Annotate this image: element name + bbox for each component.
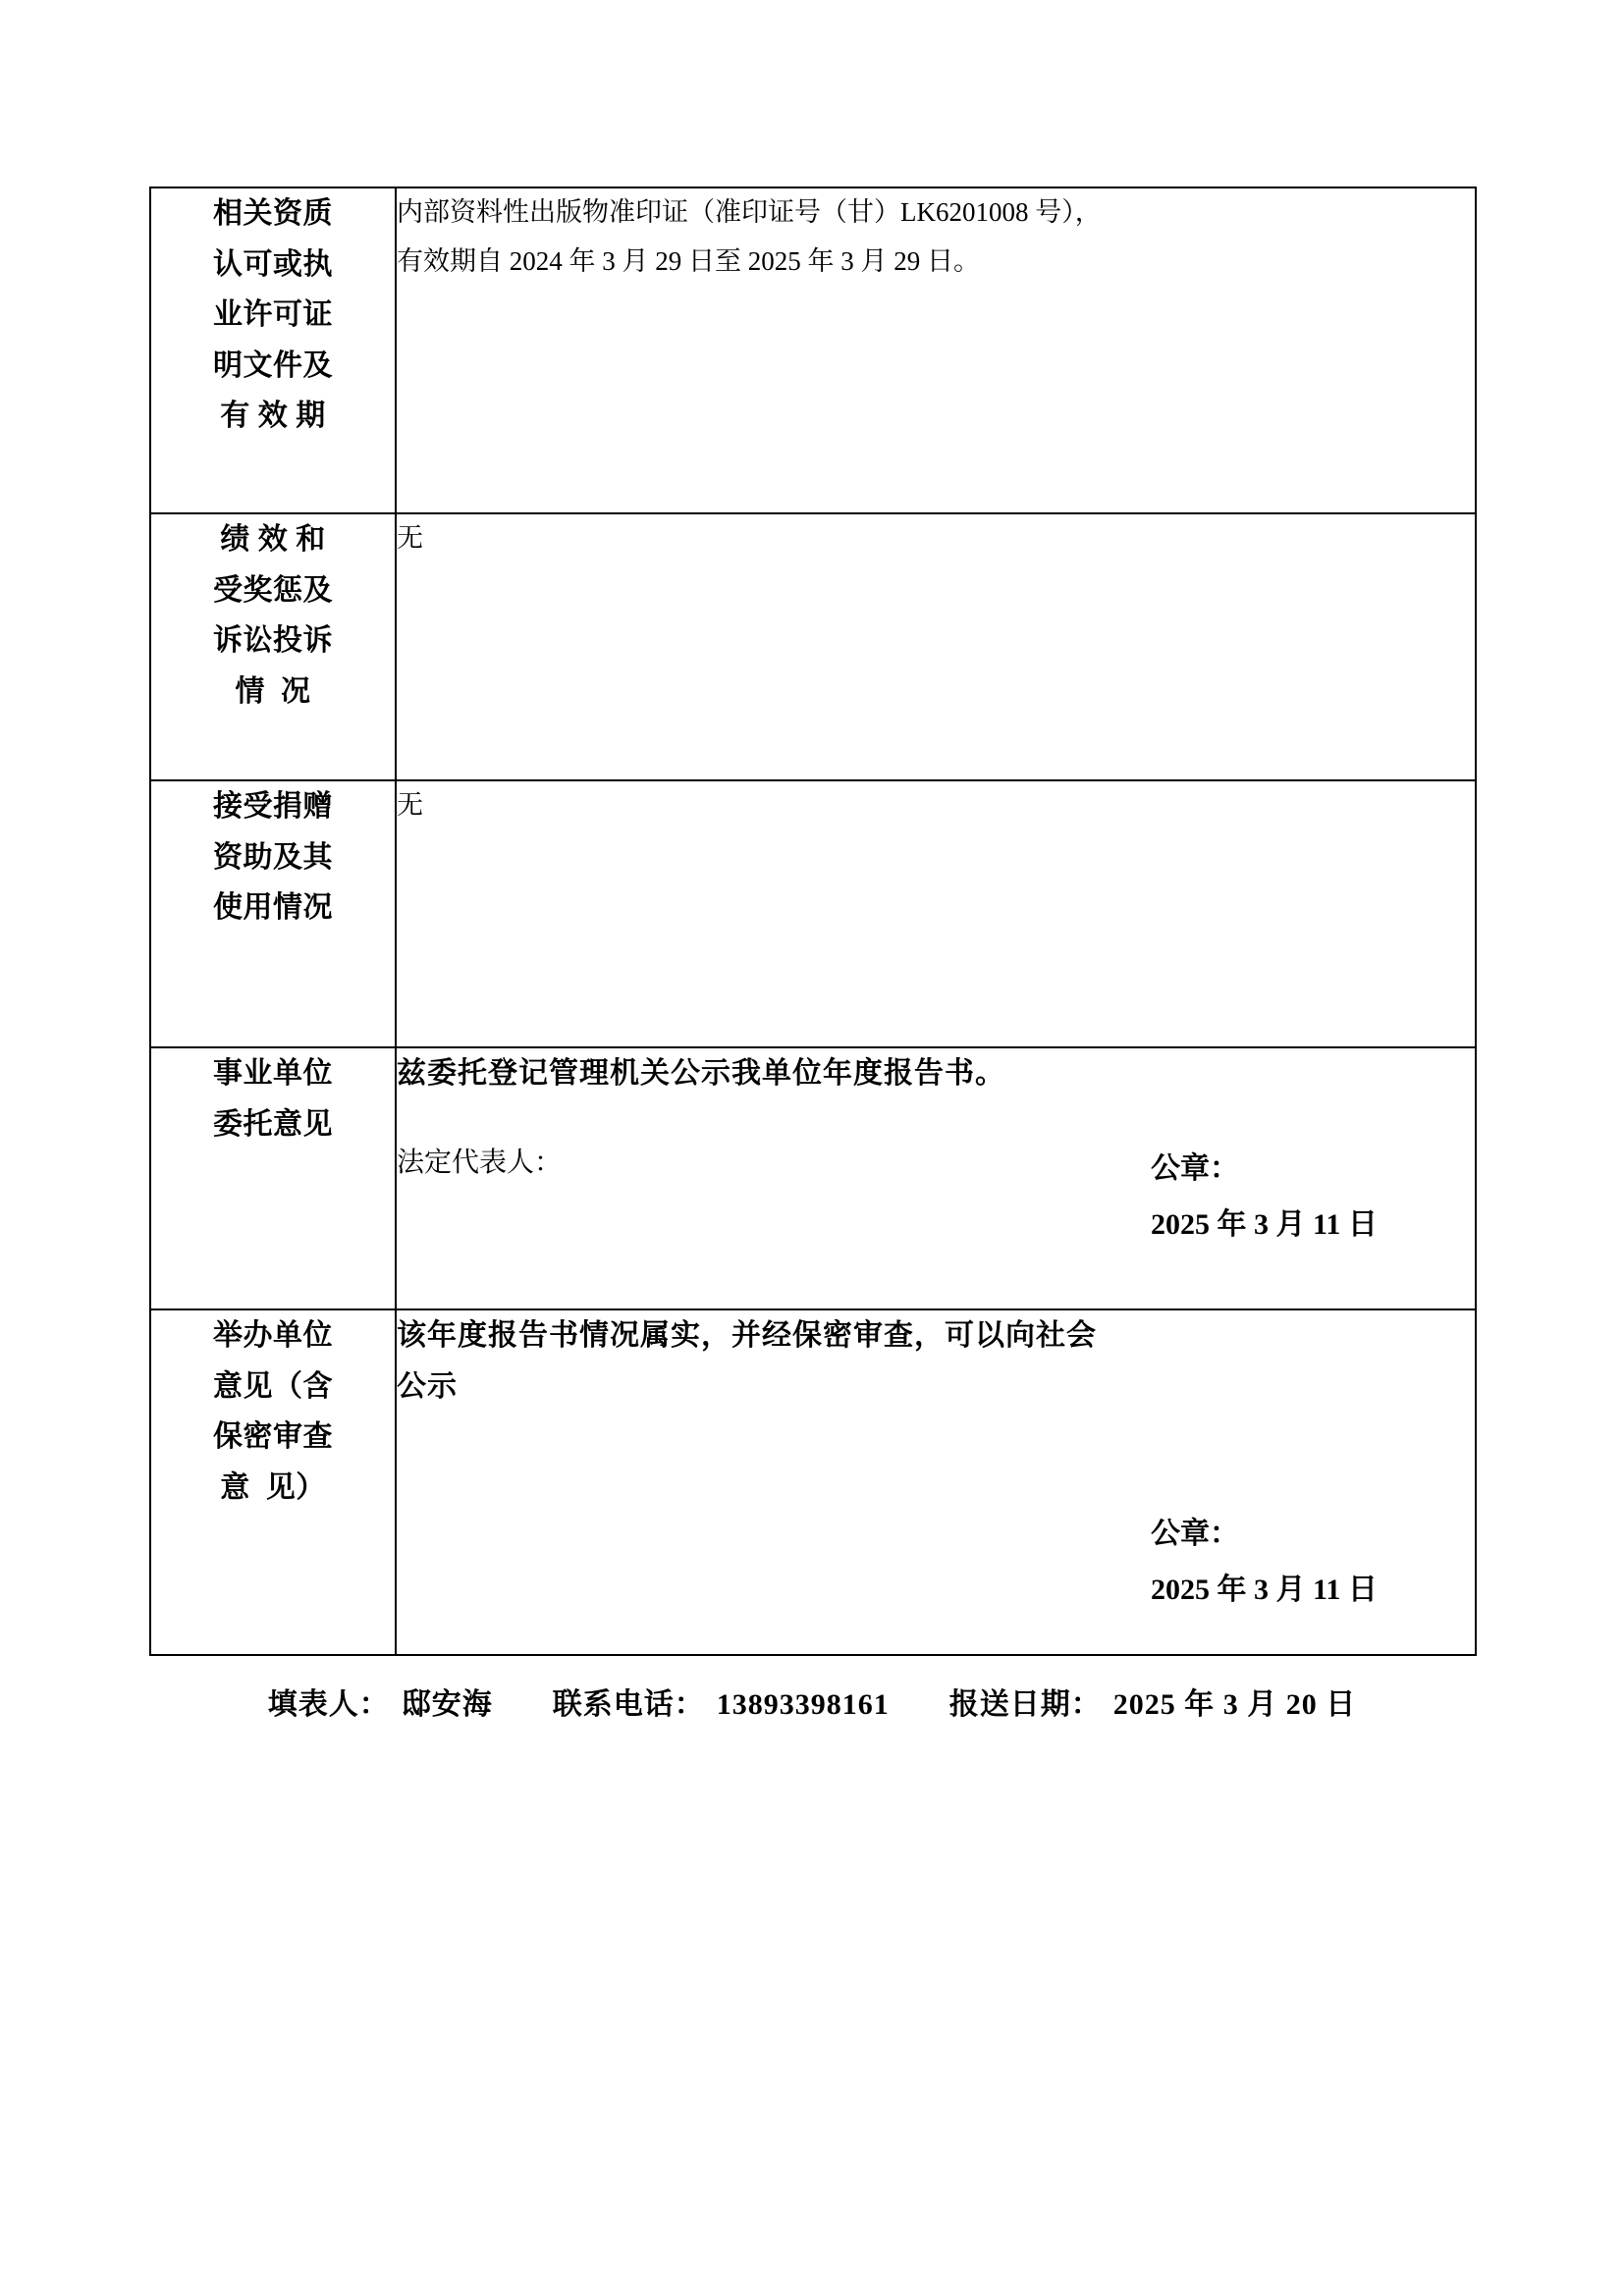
official-seal-label: 公章：: [1151, 1518, 1239, 1551]
filler-value: 邸安海: [401, 1688, 493, 1721]
label-line: 举办单位: [213, 1319, 333, 1352]
table-row-donation: [150, 780, 1476, 1047]
entrust-statement: 兹委托登记管理机关公示我单位年度报告书。: [397, 1057, 1005, 1090]
row-label-performance: [150, 513, 396, 780]
official-seal-label: 公章：: [1151, 1151, 1239, 1185]
label-line: 认可或执: [213, 247, 333, 281]
content-line: 有效期自 2024 年 3 月 29 日至 2025 年 3 月 29 日。: [397, 245, 980, 276]
organizer-statement-line: 公示: [397, 1369, 458, 1403]
content-line: 无: [397, 523, 423, 553]
table-row-qualification: [150, 187, 1476, 513]
label-line: 诉讼投诉: [213, 624, 333, 658]
label-line: 绩 效 和: [220, 523, 326, 556]
row-label-donation: [150, 780, 396, 1047]
label-line: 有 效 期: [220, 400, 326, 433]
filler-label: 填表人：: [267, 1688, 390, 1721]
annual-report-form-table: [149, 187, 1477, 1656]
label-line: 意见（含: [213, 1369, 333, 1403]
phone-label: 联系电话：: [552, 1688, 705, 1721]
label-line: 事业单位: [213, 1057, 333, 1090]
table-row-organizer-opinion: [150, 1309, 1476, 1655]
label-line: 相关资质: [213, 197, 333, 230]
row-content-organizer-opinion: [396, 1309, 1476, 1655]
label-line: 保密审查: [213, 1420, 333, 1454]
row-label-qualification: [150, 187, 396, 513]
content-line: 无: [397, 790, 423, 820]
row-content-entrust-opinion: [396, 1047, 1476, 1309]
label-line: 意 见）: [220, 1470, 326, 1504]
label-line: 受奖惩及: [213, 573, 333, 607]
table-row-performance: [150, 513, 1476, 780]
entrust-signature-block: [397, 1141, 1475, 1253]
phone-value: 13893398161: [716, 1688, 890, 1721]
submit-date-label: 报送日期：: [948, 1688, 1102, 1721]
label-line: 明文件及: [213, 348, 333, 382]
table-row-entrust-opinion: [150, 1047, 1476, 1309]
organizer-date: 2025 年 3 月 11 日: [1151, 1574, 1378, 1607]
label-line: 接受捐赠: [213, 790, 333, 823]
content-line: 内部资料性出版物准印证（准印证号（甘）LK6201008 号），: [397, 197, 1102, 227]
label-line: 使用情况: [213, 891, 333, 925]
label-line: 业许可证: [213, 298, 333, 332]
label-line: 情 况: [235, 674, 311, 708]
label-line: 委托意见: [213, 1107, 333, 1141]
label-line: 资助及其: [213, 840, 333, 874]
entrust-date: 2025 年 3 月 11 日: [1151, 1207, 1378, 1241]
submit-date-value: 2025 年 3 月 20 日: [1112, 1688, 1357, 1721]
organizer-signature-block: [397, 1506, 1475, 1618]
row-label-entrust-opinion: [150, 1047, 396, 1309]
row-label-organizer-opinion: [150, 1309, 396, 1655]
legal-representative-label: 法定代表人：: [397, 1147, 563, 1178]
row-content-performance: [396, 513, 1476, 780]
organizer-statement-line: 该年度报告书情况属实，并经保密审查，可以向社会: [397, 1319, 1097, 1352]
row-content-qualification: [396, 187, 1476, 513]
form-footer: [149, 1680, 1475, 1723]
row-content-donation: [396, 780, 1476, 1047]
